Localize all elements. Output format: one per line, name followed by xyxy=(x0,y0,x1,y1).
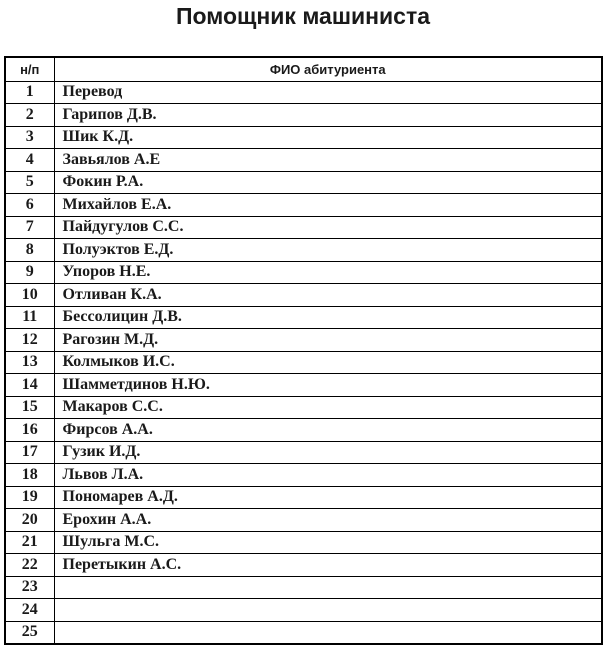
row-number-cell: 2 xyxy=(5,104,54,127)
row-number-cell: 9 xyxy=(5,261,54,284)
row-number-cell: 23 xyxy=(5,576,54,599)
applicant-name-cell: Шамметдинов Н.Ю. xyxy=(54,374,602,397)
row-number-cell: 3 xyxy=(5,126,54,149)
table-row xyxy=(5,441,602,464)
applicants-table xyxy=(4,56,603,645)
table-row xyxy=(5,599,602,622)
table-row xyxy=(5,306,602,329)
applicant-name-cell: Бессолицин Д.В. xyxy=(54,306,602,329)
table-row xyxy=(5,621,602,644)
table-row xyxy=(5,329,602,352)
table-row xyxy=(5,396,602,419)
row-number-cell: 15 xyxy=(5,396,54,419)
table-row xyxy=(5,351,602,374)
applicant-name-cell: Пайдугулов С.С. xyxy=(54,216,602,239)
row-number-cell: 16 xyxy=(5,419,54,442)
table-row xyxy=(5,194,602,217)
row-number-cell: 10 xyxy=(5,284,54,307)
table-row xyxy=(5,239,602,262)
table-row xyxy=(5,216,602,239)
row-number-cell: 12 xyxy=(5,329,54,352)
row-number-cell: 8 xyxy=(5,239,54,262)
applicant-name-cell: Ерохин А.А. xyxy=(54,509,602,532)
table-row xyxy=(5,576,602,599)
applicant-name-cell: Полуэктов Е.Д. xyxy=(54,239,602,262)
applicant-name-cell xyxy=(54,621,602,644)
table-row xyxy=(5,554,602,577)
table-row xyxy=(5,149,602,172)
applicant-name-cell: Пономарев А.Д. xyxy=(54,486,602,509)
row-number-cell: 6 xyxy=(5,194,54,217)
table-row xyxy=(5,284,602,307)
table-row xyxy=(5,126,602,149)
table-row xyxy=(5,509,602,532)
row-number-cell: 22 xyxy=(5,554,54,577)
applicant-name-cell: Шульга М.С. xyxy=(54,531,602,554)
applicant-name-cell: Фирсов А.А. xyxy=(54,419,602,442)
applicant-name-cell: Завьялов А.Е xyxy=(54,149,602,172)
row-number-cell: 5 xyxy=(5,171,54,194)
applicant-name-cell: Рагозин М.Д. xyxy=(54,329,602,352)
applicant-name-cell: Львов Л.А. xyxy=(54,464,602,487)
applicant-name-cell: Макаров С.С. xyxy=(54,396,602,419)
applicant-name-cell: Упоров Н.Е. xyxy=(54,261,602,284)
applicant-name-cell: Колмыков И.С. xyxy=(54,351,602,374)
row-number-cell: 11 xyxy=(5,306,54,329)
applicant-name-cell: Отливан К.А. xyxy=(54,284,602,307)
page-title: Помощник машиниста xyxy=(175,3,431,29)
row-number-cell: 21 xyxy=(5,531,54,554)
row-number-cell: 24 xyxy=(5,599,54,622)
table-row xyxy=(5,486,602,509)
applicant-name-cell: Перетыкин А.С. xyxy=(54,554,602,577)
table-row xyxy=(5,81,602,104)
table-row xyxy=(5,171,602,194)
row-number-cell: 1 xyxy=(5,81,54,104)
row-number-cell: 14 xyxy=(5,374,54,397)
row-number-cell: 7 xyxy=(5,216,54,239)
table-row xyxy=(5,261,602,284)
applicant-name-cell: Перевод xyxy=(54,81,602,104)
table-header-row xyxy=(5,57,602,81)
row-number-cell: 20 xyxy=(5,509,54,532)
table-row xyxy=(5,464,602,487)
table-row xyxy=(5,104,602,127)
table-row xyxy=(5,531,602,554)
header-number-column: н/п xyxy=(5,57,54,81)
row-number-cell: 18 xyxy=(5,464,54,487)
row-number-cell: 4 xyxy=(5,149,54,172)
applicant-name-cell: Михайлов Е.А. xyxy=(54,194,602,217)
row-number-cell: 13 xyxy=(5,351,54,374)
table-row xyxy=(5,374,602,397)
applicant-name-cell: Гарипов Д.В. xyxy=(54,104,602,127)
applicant-name-cell xyxy=(54,576,602,599)
applicant-name-cell: Гузик И.Д. xyxy=(54,441,602,464)
table-body xyxy=(5,81,602,644)
applicant-name-cell: Фокин Р.А. xyxy=(54,171,602,194)
applicant-name-cell: Шик К.Д. xyxy=(54,126,602,149)
row-number-cell: 19 xyxy=(5,486,54,509)
applicant-name-cell xyxy=(54,599,602,622)
row-number-cell: 17 xyxy=(5,441,54,464)
table-row xyxy=(5,419,602,442)
header-name-column: ФИО абитуриента xyxy=(54,57,602,81)
row-number-cell: 25 xyxy=(5,621,54,644)
